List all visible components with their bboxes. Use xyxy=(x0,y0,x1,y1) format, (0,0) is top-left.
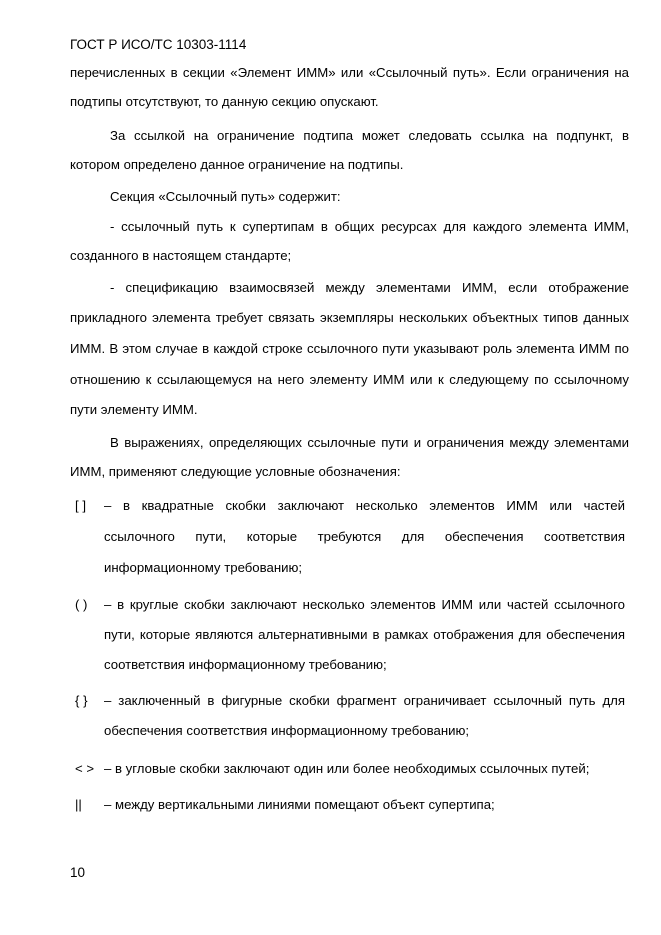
notation-symbol-parentheses: ( ) xyxy=(75,597,88,612)
text-line: подтипы отсутствуют, то данную секцию опускают. xyxy=(70,94,379,109)
page-number: 10 xyxy=(70,865,86,880)
notation-text: пути, которые являются альтернативными в рамках отображения для обеспечения xyxy=(104,627,625,642)
notation-symbol-angle-brackets: < > xyxy=(75,761,95,776)
notation-text: – заключенный в фигурные скобки фрагмент ограничивает ссылочный путь для xyxy=(104,693,625,708)
notation-symbol-square-brackets: [ ] xyxy=(75,498,86,513)
text-line: отношению к ссылающемуся на него элементу ИММ или к следующему по ссылочному xyxy=(70,372,629,387)
list-item-line: - ссылочный путь к супертипам в общих ресурсах для каждого элемента ИММ, xyxy=(110,219,629,234)
notation-text: – между вертикальными линиями помещают объект супертипа; xyxy=(104,797,495,812)
notation-text: обеспечения соответствия информационному требованию; xyxy=(104,723,470,738)
notation-text: – в круглые скобки заключают несколько элементов ИММ или частей ссылочного xyxy=(104,597,625,612)
text-line: Секция «Ссылочный путь» содержит: xyxy=(110,189,341,204)
text-line: котором определено данное ограничение на подтипы. xyxy=(70,157,404,172)
text-line: пути элементу ИММ. xyxy=(70,402,198,417)
notation-symbol-vertical-bars: || xyxy=(75,797,82,812)
document-header: ГОСТ Р ИСО/ТС 10303-1114 xyxy=(70,37,247,52)
text-line: прикладного элемента требует связать экземпляры нескольких объектных типов данных xyxy=(70,310,629,325)
list-item-line: - спецификацию взаимосвязей между элементами ИММ, если отображение xyxy=(110,280,629,295)
text-line: За ссылкой на ограничение подтипа может следовать ссылка на подпункт, в xyxy=(110,128,629,143)
notation-text: – в квадратные скобки заключают несколько элементов ИММ или частей xyxy=(104,498,625,513)
notation-text: информационному требованию; xyxy=(104,560,303,575)
notation-text: – в угловые скобки заключают один или более необходимых ссылочных путей; xyxy=(104,761,590,776)
text-line: созданного в настоящем стандарте; xyxy=(70,248,292,263)
text-line: ИММ, применяют следующие условные обозначения: xyxy=(70,464,401,479)
text-line: В выражениях, определяющих ссылочные пути и ограничения между элементами xyxy=(110,435,629,450)
text-line: перечисленных в секции «Элемент ИММ» или «Ссылочный путь». Если ограничения на xyxy=(70,65,629,80)
notation-symbol-braces: { } xyxy=(75,693,88,708)
notation-text: соответствия информационному требованию; xyxy=(104,657,387,672)
notation-text: ссылочного пути, которые требуются для обеспечения соответствия xyxy=(104,529,625,544)
text-line: ИММ. В этом случае в каждой строке ссылочного пути указывают роль элемента ИММ по xyxy=(70,341,629,356)
